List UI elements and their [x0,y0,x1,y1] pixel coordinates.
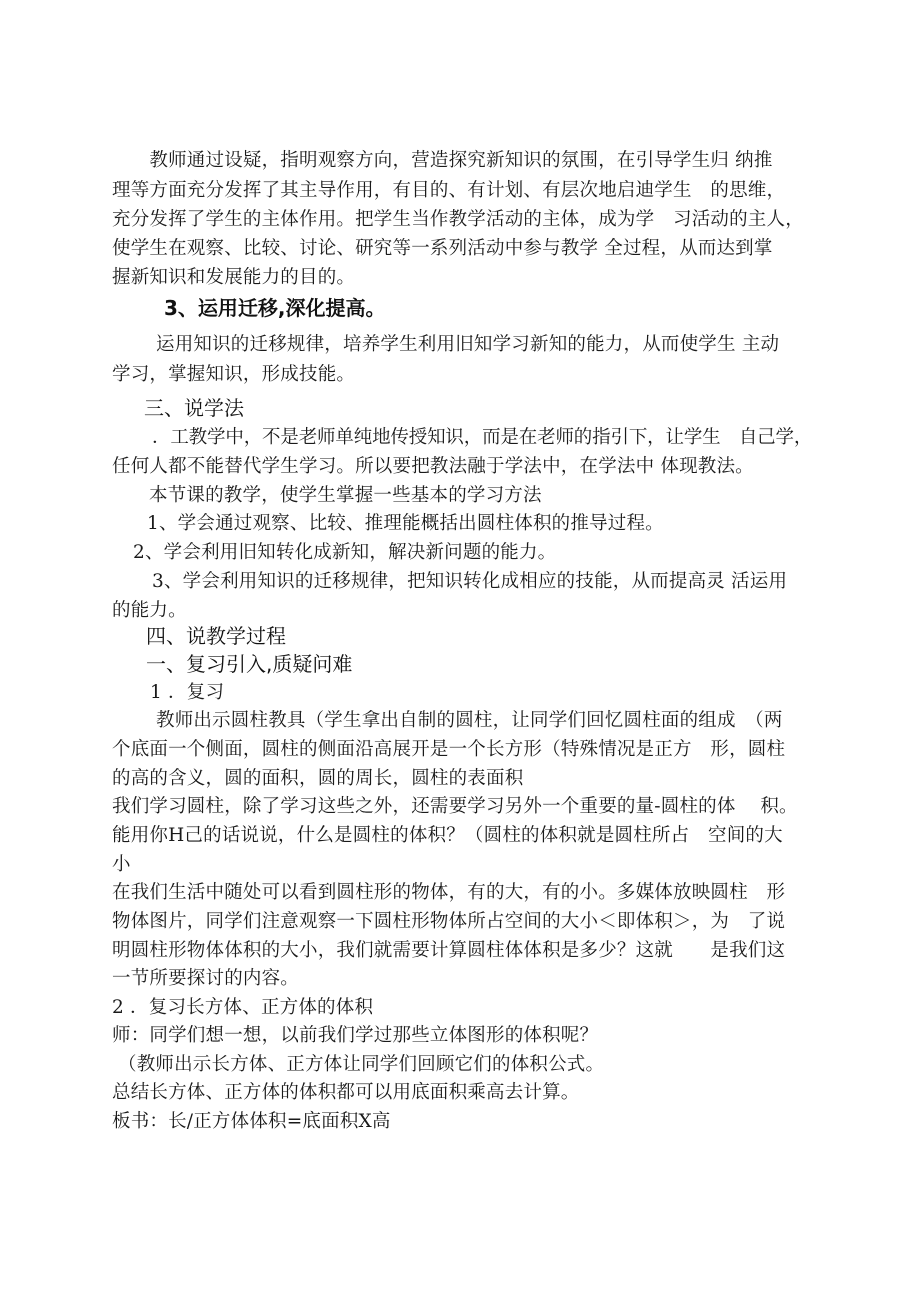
paragraph-4-line-3: 的高的含义，圆的面积，圆的周长，圆柱的表面积 [112,768,524,789]
method-3-line-1: 3、学会利用知识的迁移规律，把知识转化成相应的技能，从而提高灵 活运用 [152,571,788,592]
intro-line: 本节课的教学，使学生掌握一些基本的学习方法 [149,485,542,506]
paragraph-4-line-1: 教师出示圆柱教具（学生拿出自制的圆柱，让同学们回忆圆柱面的组成 （两 [156,710,783,731]
paragraph-5-line-3: 小 [112,854,131,875]
section-heading-san: 三、说学法 [144,396,244,420]
method-2: 2、学会利用旧知转化成新知，解决新问题的能力。 [133,542,557,563]
summary-line: 总结长方体、正方体的体积都可以用底面积乘高去计算。 [112,1082,580,1103]
paragraph-6-line-4: 一节所要探讨的内容。 [112,968,300,989]
paragraph-6-line-3: 明圆柱形物体体积的大小，我们就需要计算圆柱体体积是多少？这就 是我们这 [112,940,786,961]
sub-heading-review: 1 ．复习 [150,682,225,703]
paragraph-2-line-1: 运用知识的迁移规律，培养学生利用旧知学习新知的能力，从而使学生 主动 [156,334,780,355]
section-heading-si: 四、说教学过程 [146,624,286,648]
paragraph-1-line-4: 使学生在观察、比较、讨论、研究等一系列活动中参与教学 全过程，从而达到掌 [112,238,773,259]
paragraph-5-line-1: 我们学习圆柱，除了学习这些之外，还需要学习另外一个重要的量-圆柱的体 积。 [112,796,798,817]
board-writing: 板书：长/正方体体积=底面积X高 [112,1111,391,1132]
paragraph-5-line-2: 能用你H己的话说说，什么是圆柱的体积？（圆柱的体积就是圆柱所占 空间的大 [112,825,783,846]
paragraph-1-line-5: 握新知识和发展能力的目的。 [112,267,356,288]
method-3-line-2: 的能力。 [112,600,187,621]
paragraph-1-line-3: 充分发挥了学生的主体作用。把学生当作教学活动的主体，成为学 习活动的主人， [112,209,804,230]
paragraph-3-line-1: ．工教学中，不是老师单纯地传授知识，而是在老师的指引下，让学生 自己学， [152,427,813,448]
section-heading-yi: 一、复习引入,质疑问难 [146,652,353,676]
paragraph-4-line-2: 个底面一个侧面，圆柱的侧面沿高展开是一个长方形（特殊情况是正方 形，圆柱 [112,739,786,760]
teacher-demo-note: （教师出示长方体、正方体让同学们回顾它们的体积公式。 [118,1054,605,1075]
teacher-question: 师：同学们想一想，以前我们学过那些立体图形的体积呢？ [112,1025,599,1046]
paragraph-1-line-2: 理等方面充分发挥了其主导作用，有目的、有计划、有层次地启迪学生 的思维， [112,180,786,201]
section-heading-3: 3、运用迁移,深化提高。 [164,296,386,320]
paragraph-6-line-1: 在我们生活中随处可以看到圆柱形的物体，有的大，有的小。多媒体放映圆柱 形 [112,882,786,903]
paragraph-3-line-2: 任何人都不能替代学生学习。所以要把教法融于学法中，在学法中 体现教法。 [112,456,754,477]
sub-heading-volume-review: 2 ．复习长方体、正方体的体积 [112,997,374,1018]
paragraph-2-line-2: 学习，掌握知识，形成技能。 [112,364,356,385]
paragraph-1-line-1: 教师通过设疑，指明观察方向，营造探究新知识的氛围，在引导学生归 纳推 [112,150,773,171]
paragraph-6-line-2: 物体图片，同学们注意观察一下圆柱形物体所占空间的大小＜即体积＞，为 了说 [112,911,786,932]
method-1: 1、学会通过观察、比较、推理能概括出圆柱体积的推导过程。 [147,513,664,534]
